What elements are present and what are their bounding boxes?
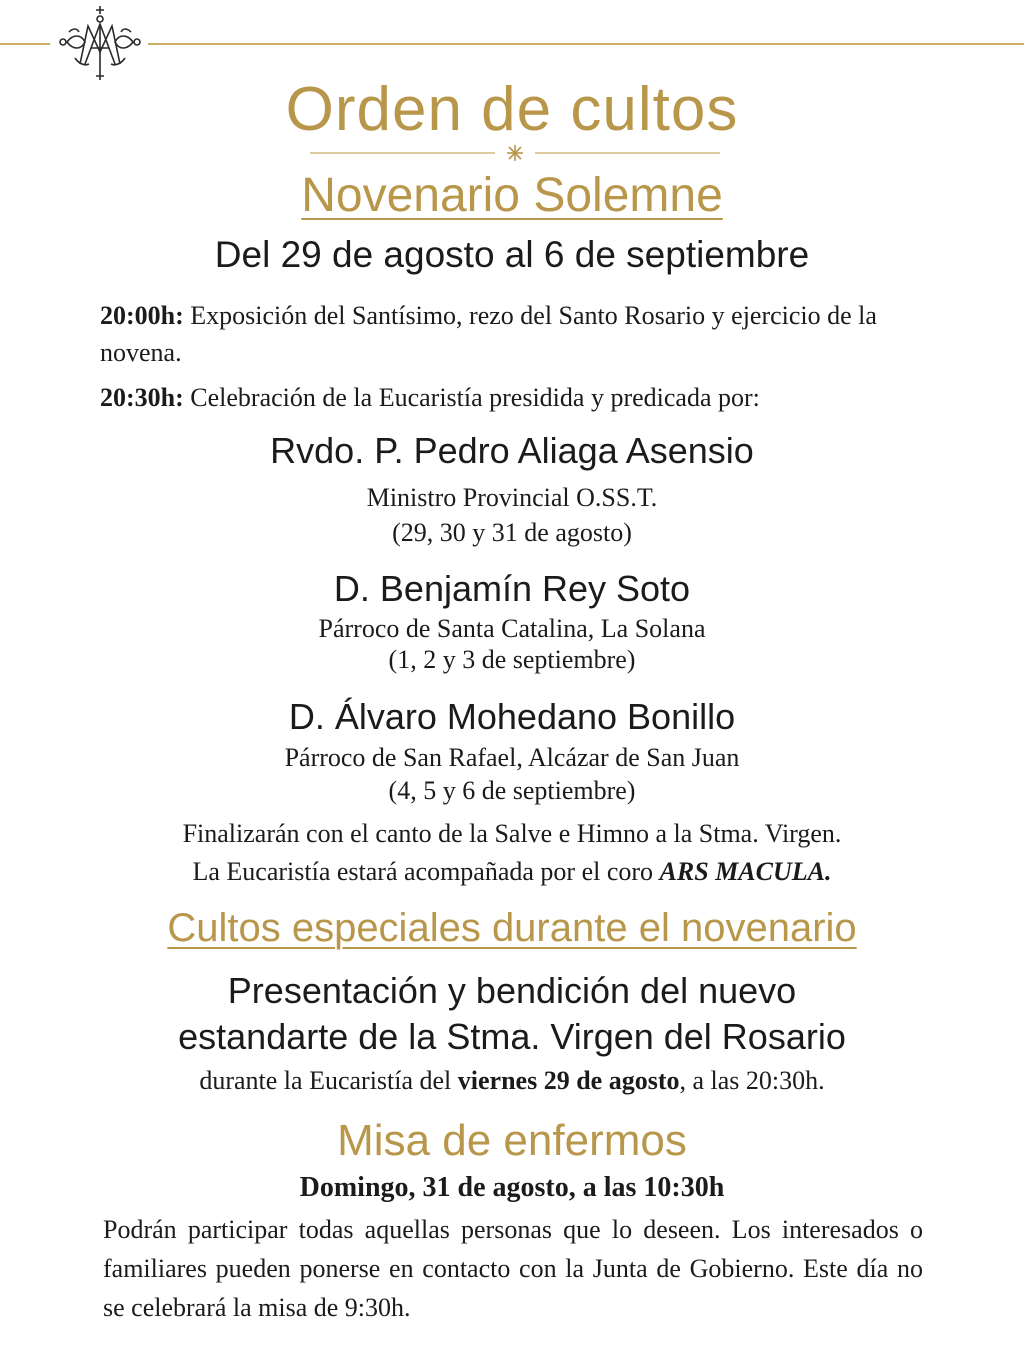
sick-mass-heading: Misa de enfermos: [337, 1116, 687, 1165]
schedule-time-2: 20:30h:: [100, 383, 184, 412]
preacher-days-3: (4, 5 y 6 de septiembre): [388, 776, 636, 805]
header-rule-right: [148, 43, 1024, 45]
presentation-line-1: Presentación y bendición del nuevo: [227, 970, 797, 1011]
closing-line-2: [0, 857, 1024, 887]
presentation-detail-prefix: durante la Eucaristía del: [199, 1066, 458, 1095]
preacher-name-1: Rvdo. P. Pedro Aliaga Asensio: [270, 430, 754, 471]
header-rule-left: [0, 43, 50, 45]
special-heading: [0, 906, 1024, 951]
choir-name: ARS MACULA.: [659, 857, 832, 886]
closing-line-2-text: La Eucaristía estará acompañada por el coro: [192, 857, 660, 886]
marian-monogram-icon: [55, 2, 145, 84]
closing-line-1: Finalizarán con el canto de la Salve e Himno a la Stma. Virgen.: [182, 819, 842, 848]
presentation-detail-date: viernes 29 de agosto: [457, 1066, 680, 1095]
schedule-text-2: Celebración de la Eucaristía presidida y predicada por:: [190, 383, 760, 412]
page-title: Orden de cultos: [285, 75, 739, 144]
preacher-role-1: Ministro Provincial O.SS.T.: [366, 483, 658, 512]
preacher-days-2: (1, 2 y 3 de septiembre): [388, 645, 636, 674]
sick-mass-date: Domingo, 31 de agosto, a las 10:30h: [299, 1172, 725, 1203]
presentation-detail-suffix: , a las 20:30h.: [679, 1066, 825, 1095]
preacher-role-3: Párroco de San Rafael, Alcázar de San Juan: [284, 743, 740, 772]
special-heading-text: Cultos especiales durante el novenario: [167, 906, 857, 950]
schedule-item-1: [100, 297, 930, 371]
sick-mass-text: Podrán participar todas aquellas personas que lo deseen. Los interesados o familiares pueden ponerse en contacto con la Junta de Gobierno. Este día no se celebrará la misa de 9:30h.: [103, 1215, 923, 1322]
schedule-time-1: 20:00h:: [100, 301, 184, 330]
preacher-role-2: Párroco de Santa Catalina, La Solana: [318, 614, 706, 643]
novena-subtitle-text: Novenario Solemne: [301, 169, 723, 222]
presentation-line-2: estandarte de la Stma. Virgen del Rosario: [178, 1016, 846, 1057]
schedule-item-2: [100, 379, 930, 416]
novena-dates: Del 29 de agosto al 6 de septiembre: [214, 234, 810, 275]
novena-subtitle: [0, 168, 1024, 223]
cross-ornament-icon: [310, 145, 720, 161]
preacher-name-3: D. Álvaro Mohedano Bonillo: [288, 696, 736, 737]
schedule-text-1: Exposición del Santísimo, rezo del Santo Rosario y ejercicio de la novena.: [100, 301, 877, 367]
presentation-detail: [0, 1066, 1024, 1096]
preacher-days-1: (29, 30 y 31 de agosto): [392, 518, 632, 547]
preacher-name-2: D. Benjamín Rey Soto: [333, 568, 691, 609]
